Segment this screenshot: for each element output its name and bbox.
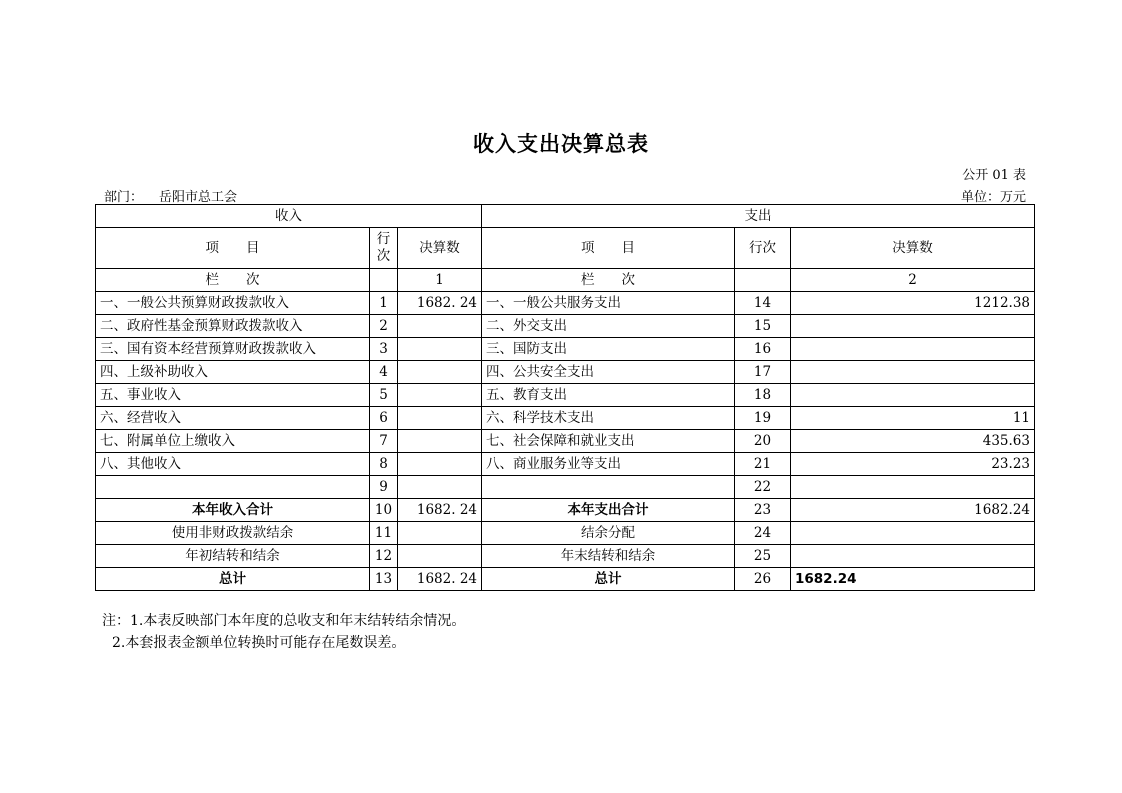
table-row	[96, 361, 1035, 384]
non-fiscal-balance-no: 11	[370, 522, 398, 545]
opening-balance-label: 年初结转和结余	[96, 545, 370, 568]
expense-item: 一、一般公共服务支出	[482, 292, 735, 315]
expense-amount: 11	[791, 407, 1035, 430]
income-item: 七、附属单位上缴收入	[96, 430, 370, 453]
non-fiscal-balance-label: 使用非财政拨款结余	[96, 522, 370, 545]
income-row-no: 7	[370, 430, 398, 453]
income-amount	[398, 453, 482, 476]
expense-amount	[791, 384, 1035, 407]
expense-column-label: 栏 次	[482, 269, 735, 292]
income-amount	[398, 315, 482, 338]
expense-item: 六、科学技术支出	[482, 407, 735, 430]
expense-amount	[791, 476, 1035, 499]
income-column-blank	[370, 269, 398, 292]
income-amount	[398, 476, 482, 499]
income-amount	[398, 430, 482, 453]
income-amount	[398, 384, 482, 407]
income-row-no: 3	[370, 338, 398, 361]
expense-total-no: 23	[735, 499, 791, 522]
expense-row-no: 20	[735, 430, 791, 453]
income-amount	[398, 407, 482, 430]
income-rowno-header	[370, 228, 398, 269]
department-label: 部门：	[104, 190, 144, 205]
grand-total-income-amount: 1682. 24	[398, 568, 482, 591]
closing-balance-label: 年末结转和结余	[482, 545, 735, 568]
expense-total-label: 本年支出合计	[482, 499, 735, 522]
closing-balance-no: 25	[735, 545, 791, 568]
income-row-no: 4	[370, 361, 398, 384]
expense-column-number: 2	[791, 269, 1035, 292]
summary-row	[96, 568, 1035, 591]
expense-amount	[791, 361, 1035, 384]
expense-amount	[791, 338, 1035, 361]
expense-amount: 1212.38	[791, 292, 1035, 315]
income-column-label: 栏 次	[96, 269, 370, 292]
income-row-no: 8	[370, 453, 398, 476]
income-amount	[398, 361, 482, 384]
grand-total-expense-amount: 1682.24	[791, 568, 1035, 591]
unit-label: 单位：万元	[960, 190, 1026, 205]
non-fiscal-balance-amount	[398, 522, 482, 545]
balance-distribution-label: 结余分配	[482, 522, 735, 545]
notes	[102, 610, 465, 654]
income-item: 一、一般公共预算财政拨款收入	[96, 292, 370, 315]
income-column-number: 1	[398, 269, 482, 292]
income-item-header: 项 目	[96, 228, 370, 269]
expense-section-header: 支出	[482, 205, 1035, 228]
closing-balance-amount	[791, 545, 1035, 568]
income-expense-table	[95, 204, 1035, 591]
income-item: 二、政府性基金预算财政拨款收入	[96, 315, 370, 338]
expense-column-blank	[735, 269, 791, 292]
summary-row	[96, 545, 1035, 568]
expense-item: 七、社会保障和就业支出	[482, 430, 735, 453]
income-amount	[398, 338, 482, 361]
balance-distribution-no: 24	[735, 522, 791, 545]
income-item: 四、上级补助收入	[96, 361, 370, 384]
income-section-header: 收入	[96, 205, 482, 228]
expense-amount: 435.63	[791, 430, 1035, 453]
income-amount: 1682. 24	[398, 292, 482, 315]
column-header-row	[96, 228, 1035, 269]
income-item: 三、国有资本经营预算财政拨款收入	[96, 338, 370, 361]
table-row	[96, 384, 1035, 407]
income-rowno-header-text: 行 次	[376, 231, 391, 264]
income-item: 六、经营收入	[96, 407, 370, 430]
income-item: 八、其他收入	[96, 453, 370, 476]
form-number: 公开 01 表	[962, 168, 1026, 183]
expense-row-no: 16	[735, 338, 791, 361]
income-row-no: 1	[370, 292, 398, 315]
expense-rowno-header: 行次	[735, 228, 791, 269]
expense-row-no: 14	[735, 292, 791, 315]
income-amount-header: 决算数	[398, 228, 482, 269]
report-title: 收入支出决算总表	[473, 132, 649, 156]
department-name: 岳阳市总工会	[159, 190, 238, 205]
expense-item-header: 项 目	[482, 228, 735, 269]
income-item: 五、事业收入	[96, 384, 370, 407]
expense-row-no: 15	[735, 315, 791, 338]
grand-total-expense-label: 总计	[482, 568, 735, 591]
table-row	[96, 430, 1035, 453]
column-number-row	[96, 269, 1035, 292]
expense-item: 三、国防支出	[482, 338, 735, 361]
income-row-no: 5	[370, 384, 398, 407]
expense-item: 二、外交支出	[482, 315, 735, 338]
expense-row-no: 21	[735, 453, 791, 476]
table-row	[96, 476, 1035, 499]
expense-row-no: 22	[735, 476, 791, 499]
table-row	[96, 407, 1035, 430]
section-header-row	[96, 205, 1035, 228]
income-total-no: 10	[370, 499, 398, 522]
expense-total-amount: 1682.24	[791, 499, 1035, 522]
income-row-no: 2	[370, 315, 398, 338]
table-row	[96, 453, 1035, 476]
income-total-label: 本年收入合计	[96, 499, 370, 522]
expense-item	[482, 476, 735, 499]
expense-amount-header: 决算数	[791, 228, 1035, 269]
expense-row-no: 19	[735, 407, 791, 430]
expense-item: 五、教育支出	[482, 384, 735, 407]
expense-amount	[791, 315, 1035, 338]
expense-item: 八、商业服务业等支出	[482, 453, 735, 476]
opening-balance-amount	[398, 545, 482, 568]
note-1: 注：1.本表反映部门本年度的总收支和年末结转结余情况。	[102, 613, 466, 629]
income-row-no: 9	[370, 476, 398, 499]
expense-amount: 23.23	[791, 453, 1035, 476]
opening-balance-no: 12	[370, 545, 398, 568]
summary-row	[96, 522, 1035, 545]
summary-row	[96, 499, 1035, 522]
balance-distribution-amount	[791, 522, 1035, 545]
grand-total-expense-no: 26	[735, 568, 791, 591]
table-row	[96, 292, 1035, 315]
table-row	[96, 315, 1035, 338]
income-item	[96, 476, 370, 499]
department-line	[104, 186, 237, 205]
note-2: 2.本套报表金额单位转换时可能存在尾数误差。	[112, 635, 406, 651]
grand-total-income-label: 总计	[96, 568, 370, 591]
expense-row-no: 17	[735, 361, 791, 384]
table-row	[96, 338, 1035, 361]
expense-row-no: 18	[735, 384, 791, 407]
grand-total-income-no: 13	[370, 568, 398, 591]
expense-item: 四、公共安全支出	[482, 361, 735, 384]
income-row-no: 6	[370, 407, 398, 430]
income-total-amount: 1682. 24	[398, 499, 482, 522]
